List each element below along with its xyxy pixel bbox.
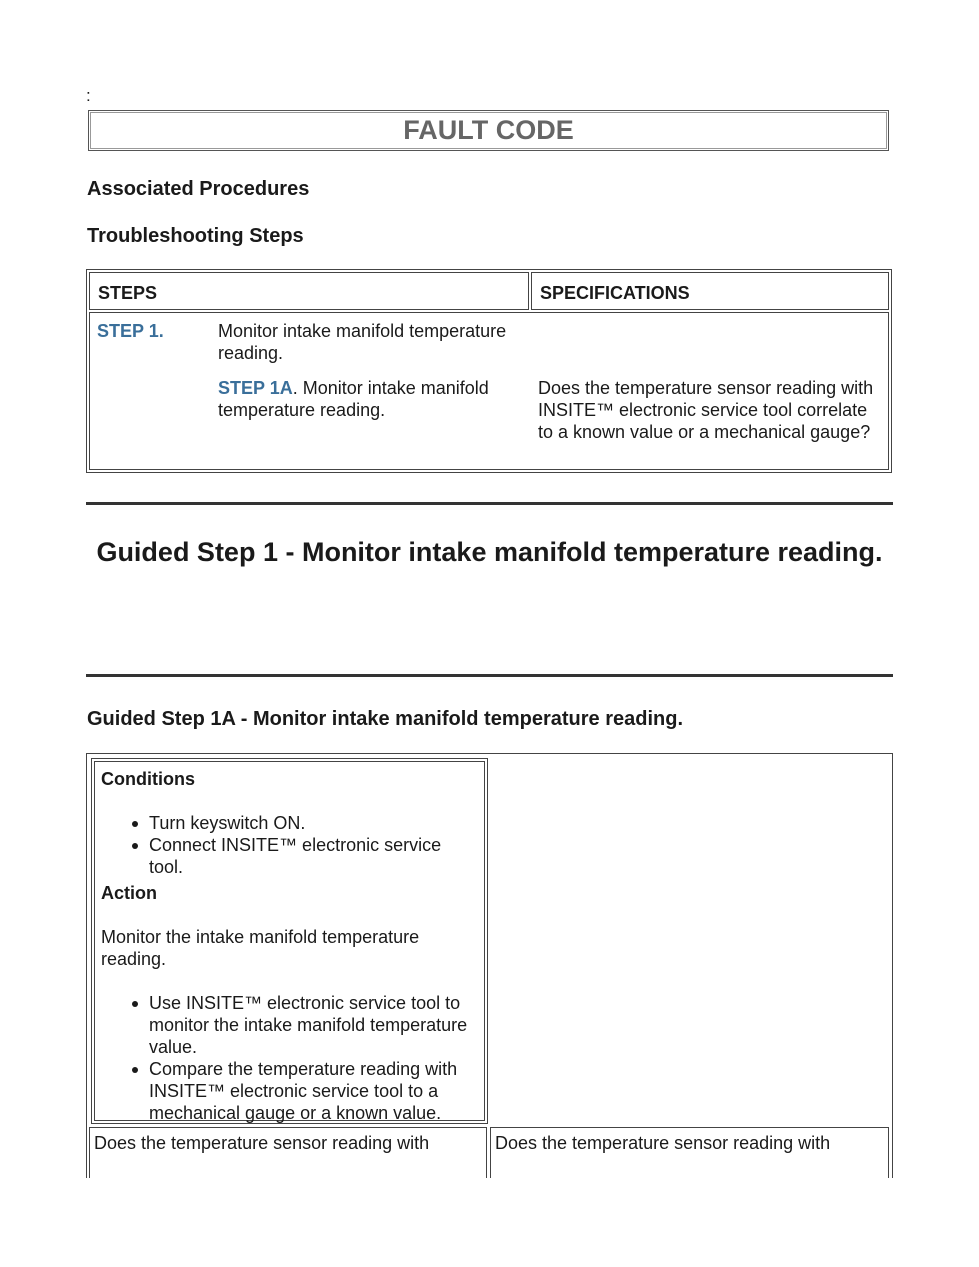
fault-code-title: FAULT CODE [403,115,574,145]
bullet-icon [132,821,138,827]
conditions-action-cell [91,758,488,1124]
list-item: Turn keyswitch ON. [149,812,480,834]
bullet-icon [132,843,138,849]
page-bottom-margin [0,1178,979,1267]
list-item: Connect INSITE™ electronic service tool. [149,834,480,878]
bullet-icon [132,1067,138,1073]
conditions-label: Conditions [101,769,195,789]
list-item: Use INSITE™ electronic service tool to monitor the intake manifold temperature value. [149,992,480,1058]
leading-colon: : [86,86,91,105]
step-1a-link[interactable]: STEP 1A [218,378,293,398]
step-1-link[interactable]: STEP 1. [97,321,164,341]
question-text: Does the temperature sensor reading with [495,1133,831,1153]
specifications-column-header: SPECIFICATIONS [531,272,889,310]
question-text: Does the temperature sensor reading with [94,1133,430,1153]
section-divider [86,502,893,505]
section-divider [86,674,893,677]
step-1a-description: . Monitor intake manifold temperature reading. [218,378,489,420]
conditions-list [101,812,480,878]
bullet-icon [132,1001,138,1007]
step-1a-specification: Does the temperature sensor reading with INSITE™ electronic service tool correlate to a known value or a mechanical gauge? [538,378,874,442]
action-label: Action [101,883,157,903]
action-text: Monitor the intake manifold temperature reading. [101,927,420,969]
guided-step-1-title: Guided Step 1 - Monitor intake manifold temperature reading. [96,537,883,567]
action-list [101,992,480,1124]
step-1a-entry [218,377,518,421]
list-item: Compare the temperature reading with INSITE™ electronic service tool to a mechanical gauge or a known value. [149,1058,480,1124]
fault-code-banner [88,110,889,151]
steps-column-header: STEPS [89,272,529,310]
step-1-description: Monitor intake manifold temperature reading. [218,321,507,363]
guided-step-1a-title: Guided Step 1A - Monitor intake manifold temperature reading. [87,708,683,730]
associated-procedures-heading: Associated Procedures [87,178,310,200]
troubleshooting-steps-heading: Troubleshooting Steps [87,225,304,247]
